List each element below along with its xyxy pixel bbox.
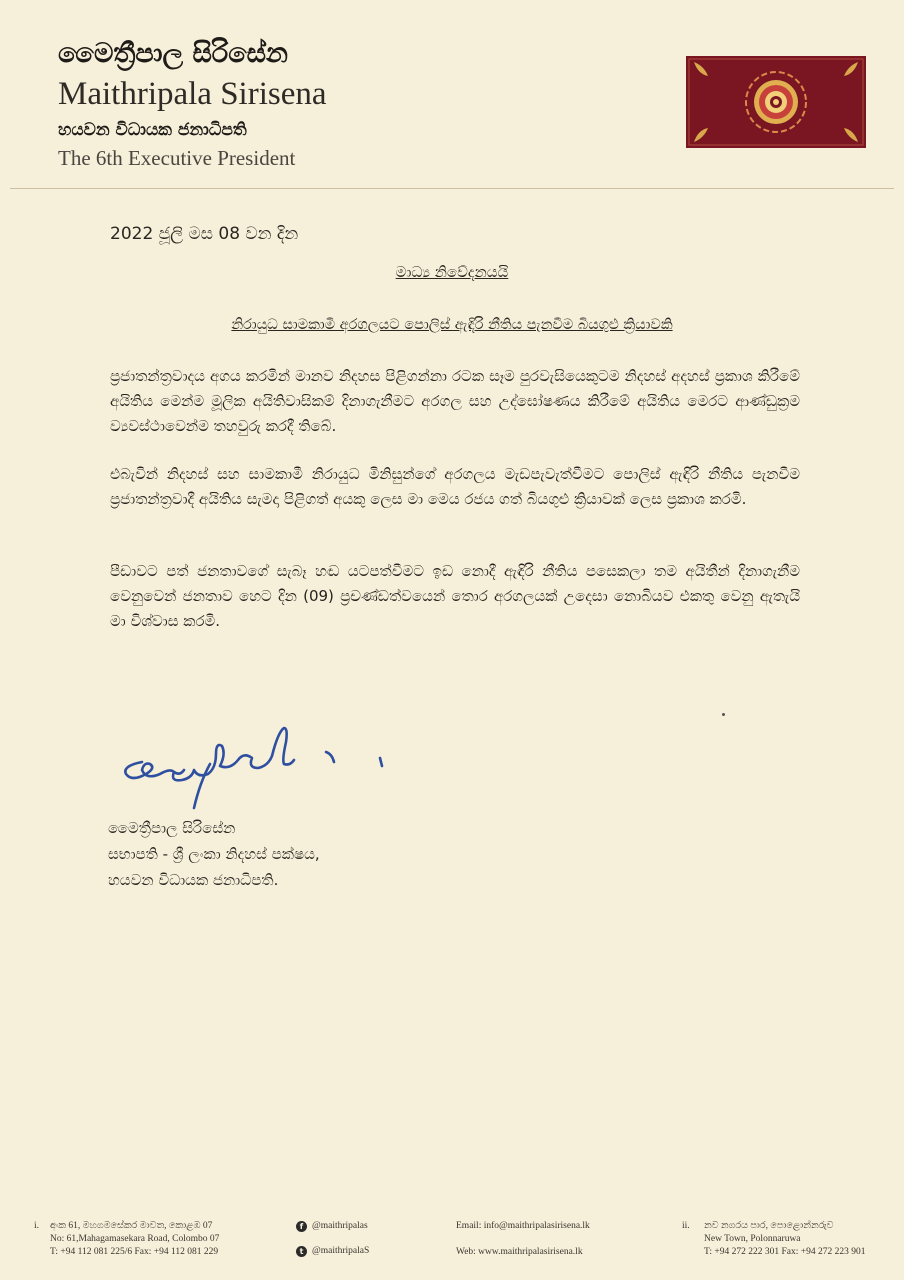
footer-facebook[interactable] — [296, 1220, 369, 1233]
letterhead-name-english: Maithripala Sirisena — [58, 76, 327, 112]
facebook-icon: f — [296, 1221, 307, 1232]
footer-office1 — [50, 1220, 219, 1259]
letter-subject-text: නිරායුධ සාමකාමී අරගලයට පොලිස් ඇඳිරි නීතිය පැනවීම බියගුළු ක්‍රියාවකි — [231, 317, 673, 333]
footer-twitter[interactable] — [296, 1245, 369, 1258]
footer-office1-line-en: No: 61,Mahagamasekara Road, Colombo 07 — [50, 1234, 220, 1244]
footer-contact — [456, 1220, 590, 1272]
footer-office2-line-si: නව නගරය පාර, පොළොන්නරුව — [704, 1221, 834, 1231]
paragraph-1: ප්‍රජාතන්ත්‍රවාදය අගය කරමින් මානව නිදහස පිළිගන්නා රටක සෑම පුරවැසියෙකුටම නිදහස් අදහස් ප්‍රකාශ කිරීමේ අයිතිය මෙන්ම මූලික අයිතිවාසිකම් දිනාගැනීමට අරගල සහ උද්ඝෝෂණය කිරීමේ අයිතිය මෙරට ආණ්ඩුක්‍රම ව්‍යවස්ථාවෙන්ම තහවුරු කරදී තිබේ. — [110, 367, 800, 435]
footer-office2-line-en: New Town, Polonnaruwa — [704, 1234, 801, 1244]
letterhead-name-sinhala: මෛත්‍රීපාල සිරිසේන — [58, 38, 288, 69]
footer-office2-phone: T: +94 272 222 301 Fax: +94 272 223 901 — [704, 1247, 866, 1257]
footer-email[interactable]: Email: info@maithripalasirisena.lk — [456, 1221, 590, 1231]
letterhead-title-sinhala: හයවන විධායක ජනාධිපති — [58, 120, 247, 140]
paper-speck — [722, 713, 725, 716]
footer-office1-phone: T: +94 112 081 225/6 Fax: +94 112 081 229 — [50, 1247, 219, 1257]
footer-office2-marker: ii. — [682, 1221, 690, 1231]
signatory-block — [108, 815, 320, 893]
footer-website[interactable]: Web: www.maithripalasirisena.lk — [456, 1247, 583, 1257]
paragraph-3: පීඩාවට පත් ජනතාවගේ සැබෑ හඬ යටපත්වීමට ඉඩ නොදී ඇඳිරි නීතිය පසෙකලා තම අයිතීන් දිනාගැනීම වෙනුවෙන් ජනතාව හෙට දින (09) ප්‍රචණ්ඩත්වයෙන් තොර අරගලයක් උදෙසා නොබියව එකතු වෙනු ඇතැයි මා විශ්වාස කරමි. — [110, 562, 800, 630]
footer-office2 — [704, 1220, 865, 1259]
letter-heading-text: මාධ්‍ය නිවේදනයයි — [395, 263, 509, 281]
paragraph-2: එබැවින් නිදහස් සහ සාමකාමී නිරායුධ මිනිසුන්ගේ අරගලය මැඩපැවැත්වීමට පොලිස් ඇඳිරි නීතිය පැනවීම ප්‍රජාතන්ත්‍රවාදී අයිතිය සැමදා පිළිගත් අයකු ලෙස මා මෙය රජය ගත් බියගුළු ක්‍රියාවක් ලෙස ප්‍රකාශ කරමි. — [110, 465, 800, 508]
twitter-icon: t — [296, 1246, 307, 1257]
letter-subject — [0, 317, 904, 333]
letterhead-title-english: The 6th Executive President — [58, 146, 296, 170]
footer-office1-marker: i. — [34, 1221, 40, 1231]
presidential-emblem-icon — [686, 56, 866, 148]
footer-social — [296, 1220, 369, 1270]
twitter-handle: @maithripalaS — [312, 1246, 370, 1256]
signatory-title: හයවන විධායක ජනාධිපති. — [108, 871, 279, 889]
signatory-name: මෛත්‍රීපාල සිරිසේන — [108, 819, 236, 837]
letter-heading — [0, 263, 904, 281]
signatory-position: සභාපති - ශ්‍රී ලංකා නිදහස් පක්ෂය, — [108, 845, 320, 863]
footer-office1-line-si: අංක 61, මහගමසේකර මාවත, කොළඹ 07 — [50, 1221, 213, 1231]
letter-date: 2022 ජූලි මස 08 වන දින — [110, 224, 299, 244]
letterhead-divider — [10, 188, 894, 189]
handwritten-signature — [112, 700, 392, 830]
facebook-handle: @maithripalas — [312, 1221, 368, 1231]
